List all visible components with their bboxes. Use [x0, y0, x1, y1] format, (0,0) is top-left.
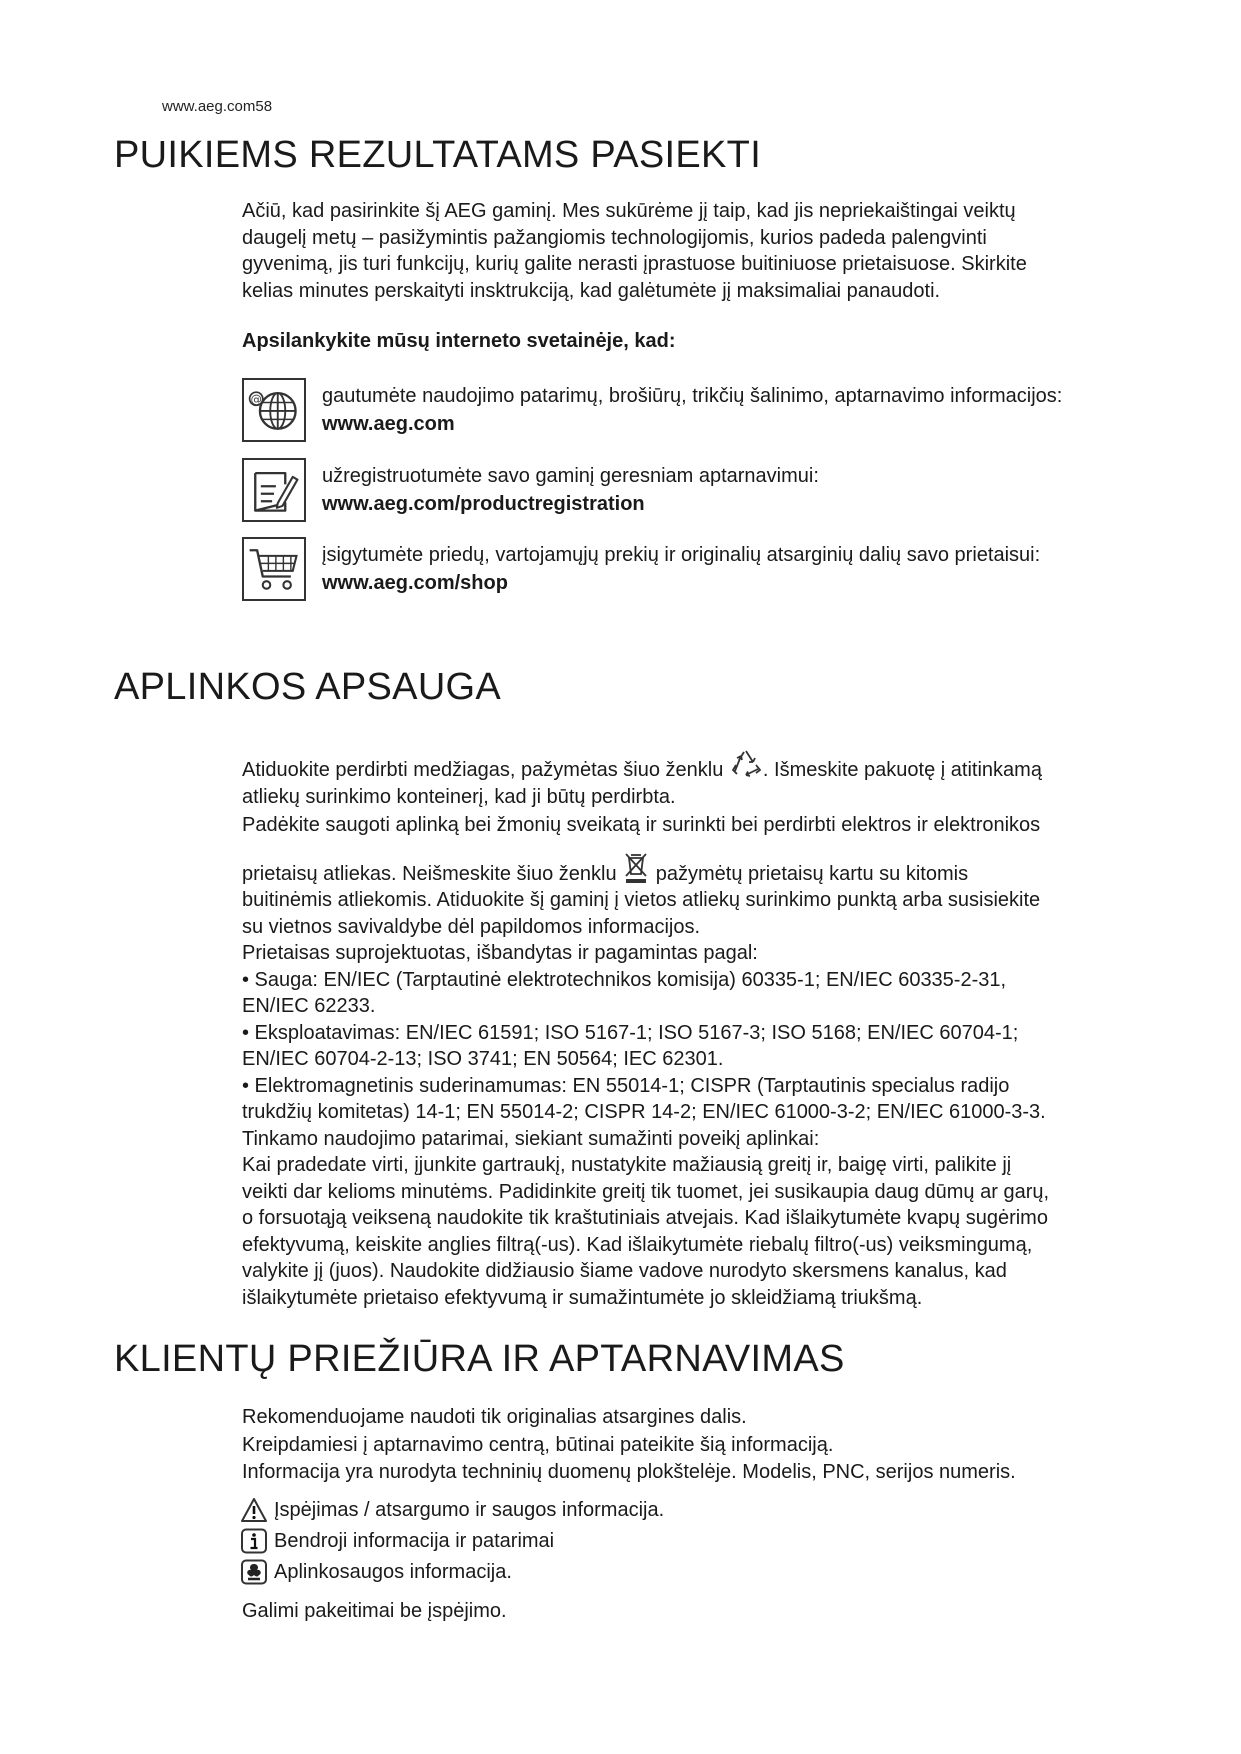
environment-paragraph [242, 748, 1172, 1311]
environment-line [242, 748, 1172, 784]
environment-line: o forsuotąją veikseną naudokite tik kraštutiniais atvejais. Kad išlaikytumėte kvapų sugėrimo [242, 1207, 1048, 1229]
environment-line: trukdžių komitetas) 14-1; EN 55014-2; CISPR 14-2; EN/IEC 61000-3-2; EN/IEC 61000-3-3. [242, 1101, 1046, 1123]
environment-line: Tinkamo naudojimo patarimai, siekiant sumažinti poveikį aplinkai: [242, 1127, 820, 1150]
section-title-customer-care: KLIENTŲ PRIEŽIŪRA IR APTARNAVIMAS [114, 1338, 845, 1380]
website-row-text: užregistruotumėte savo gaminį geresniam aptarnavimui: [322, 465, 819, 487]
weee-bin-icon [622, 852, 650, 884]
environment-text: Atiduokite perdirbti medžiagas, pažymėtas šiuo ženklu [242, 759, 724, 781]
environment-line: buitinėmis atliekomis. Atiduokite šį gaminį į vietos atliekų surinkimo punktą arba susisiekite [242, 889, 1041, 911]
customer-care-line: Kreipdamiesi į aptarnavimo centrą, būtinai pateikite šią informaciją. [242, 1433, 834, 1456]
environment-line: • Sauga: EN/IEC (Tarptautinė elektrotechnikos komisija) 60335-1; EN/IEC 60335-2-31, [242, 968, 1007, 991]
environment-line: efektyvumą, keiskite anglies filtrą(-us). Kad išlaikytumėte riebalų filtro(-us) veiksmingumą, [242, 1233, 1033, 1256]
section-title-results: PUIKIEMS REZULTATAMS PASIEKTI [114, 134, 762, 176]
register-icon [242, 458, 306, 522]
section-title-environment: APLINKOS APSAUGA [114, 666, 502, 708]
customer-care-paragraph [242, 1404, 1172, 1486]
environment-line: Prietaisas suprojektuotas, išbandytas ir pagamintas pagal: [242, 942, 758, 964]
environment-line: EN/IEC 62233. [242, 995, 376, 1017]
legend-text: Įspėjimas / atsargumo ir saugos informacija. [274, 1499, 665, 1521]
environment-line: išlaikytumėte prietaiso efektyvumą ir sumažintumėte jo skleidžiamą triukšmą. [242, 1286, 923, 1309]
environment-line: veikti dar kelioms minutėms. Padidinkite greitį tik tuomet, jei susikaupia daug dūmų ar garų, [242, 1180, 1050, 1203]
environment-text: prietaisų atliekas. Neišmeskite šiuo ženklu [242, 862, 617, 885]
website-row-text: gautumėte naudojimo patarimų, brošiūrų, trikčių šalinimo, aptarnavimo informacijos: [322, 385, 1063, 407]
website-link[interactable]: www.aeg.com/productregistration [322, 493, 645, 515]
customer-care-line: Informacija yra nurodyta techninių duomenų plokštelėje. Modelis, PNC, serijos numeris. [242, 1461, 1016, 1483]
environment-line: Kai pradedate virti, įjunkite gartraukį, nustatykite mažiausią greitį ir, baigę virti, palikite jį [242, 1154, 1012, 1176]
website-row-text: įsigytumėte priedų, vartojamųjų prekių ir originalių atsarginių dalių savo prietaisui: [322, 544, 1041, 566]
environment-icon [240, 1559, 268, 1585]
website-row-info [242, 378, 1172, 448]
website-link[interactable]: www.aeg.com [322, 413, 455, 435]
website-row-register [242, 458, 1172, 528]
visit-heading: Apsilankykite mūsų interneto svetainėje, kad: [242, 330, 676, 352]
intro-line: kelias minutes perskaityti insktrukciją, kad galėtumėte jį maksimaliai panaudoti. [242, 279, 941, 302]
legend-row-info [240, 1527, 1140, 1558]
svg-text:@: @ [250, 392, 262, 406]
environment-line: su vietnos savivaldybe dėl papildomos informacijos. [242, 915, 701, 938]
legend-text: Aplinkosaugos informacija. [274, 1561, 512, 1583]
environment-line [242, 852, 1172, 888]
cart-icon [242, 537, 306, 601]
environment-line: Padėkite saugoti aplinką bei žmonių sveikatą ir surinkti bei perdirbti elektros ir elektronikos [242, 814, 1041, 836]
intro-line: gyvenimą, jis turi funkcijų, kurių galite nerasti įprastuose buitiniuose prietaisuose. Skirkite [242, 253, 1027, 275]
changes-notice: Galimi pakeitimai be įspėjimo. [242, 1600, 507, 1622]
environment-line: EN/IEC 60704-2-13; ISO 3741; EN 50564; IEC 62301. [242, 1048, 724, 1070]
customer-care-line: Rekomenduojame naudoti tik originalias atsargines dalis. [242, 1406, 747, 1428]
globe-icon [242, 378, 306, 442]
intro-paragraph [242, 198, 1172, 304]
website-link[interactable]: www.aeg.com/shop [322, 572, 508, 594]
intro-line: Ačiū, kad pasirinkite šį AEG gaminį. Mes sukūrėme jį taip, kad jis nepriekaištingai veiktų [242, 200, 1016, 222]
environment-line: atliekų surinkimo konteinerį, kad ji būtų perdirbta. [242, 785, 676, 808]
legend-row-environment [240, 1558, 1140, 1589]
recycle-icon [729, 748, 763, 778]
environment-line: • Elektromagnetinis suderinamumas: EN 55014-1; CISPR (Tarptautinis specialus radijo [242, 1074, 1010, 1097]
legend-row-warning [240, 1496, 1140, 1527]
page-header: www.aeg.com58 [162, 98, 273, 115]
legend-text: Bendroji informacija ir patarimai [274, 1530, 555, 1552]
intro-line: daugelį metų – pasižymintis pažangiomis technologijomis, kurios padeda palengvinti [242, 226, 987, 249]
website-row-shop [242, 537, 1172, 607]
symbol-legend [240, 1496, 1140, 1589]
environment-text: . Išmeskite pakuotę į atitinkamą [762, 759, 1042, 781]
environment-line: • Eksploatavimas: EN/IEC 61591; ISO 5167-1; ISO 5167-3; ISO 5168; EN/IEC 60704-1; [242, 1021, 1019, 1044]
environment-text: pažymėtų prietaisų kartu su kitomis [655, 862, 969, 885]
info-icon [240, 1528, 268, 1554]
environment-line: valykite jį (juos). Naudokite didžiausio šiame vadove nurodyto skersmens kanalus, kad [242, 1260, 1007, 1282]
warning-icon [240, 1497, 268, 1523]
